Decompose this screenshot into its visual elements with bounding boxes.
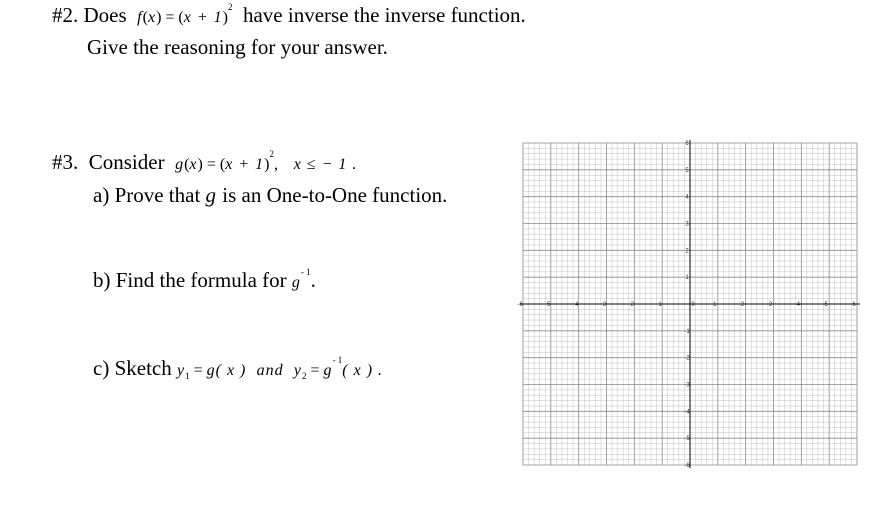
x-tick-label: 5 [824, 302, 828, 308]
part-a-g: g [205, 183, 218, 207]
part-c-y1: y [176, 362, 186, 379]
y-tick-label: -2 [684, 355, 690, 362]
x-tick-label: -4 [572, 302, 579, 308]
part-c-sub1: 1 [185, 371, 190, 381]
problem-2-line-1 [52, 2, 526, 27]
x-tick-label: 2 [740, 302, 745, 308]
formula-exponent: 2 [227, 2, 233, 12]
x-tick-label: 4 [796, 302, 801, 308]
formula-mid: ) = ( [156, 9, 184, 26]
part-c-y2: y [293, 362, 302, 379]
x-tick-label: -2 [628, 302, 635, 308]
problem-3-line-1 [52, 149, 358, 174]
g-close: ) [264, 156, 270, 173]
part-c-arg2: ( x ) . [342, 362, 384, 379]
x-tick-label: -3 [600, 302, 607, 308]
part-b-g: g [291, 274, 301, 291]
x-tick-label: 0 [691, 302, 695, 308]
y-tick-label: 4 [685, 194, 689, 201]
part-c-g2: g [323, 362, 333, 379]
g-exponent: 2 [269, 149, 274, 159]
problem-3-part-b [93, 267, 316, 292]
y-tick-label: -3 [684, 382, 690, 389]
x-tick-label: -1 [656, 302, 662, 308]
part-c-sub2: 2 [302, 371, 307, 381]
g-symbol: g [175, 156, 185, 173]
y-tick-label: 5 [685, 167, 689, 174]
g-x-plus-1: x + 1 [225, 156, 265, 173]
y-tick-label: 3 [685, 221, 689, 228]
g-x: x [189, 156, 198, 173]
y-tick-label: 2 [685, 248, 689, 255]
g-mid: ) = ( [197, 156, 226, 173]
g-condition: x ≤ − 1 . [293, 156, 358, 173]
part-c-and: and [251, 362, 289, 379]
x-tick-label: 3 [768, 302, 773, 308]
part-c-arg1: ( x ) [215, 362, 247, 379]
y-tick-label: -1 [684, 328, 690, 335]
part-c-eq2: = [306, 362, 324, 379]
y-tick-label: -5 [684, 436, 690, 443]
formula-x: x [147, 9, 157, 26]
problem-2-number: #2. [52, 3, 79, 27]
problem-3-number: #3. [52, 150, 79, 174]
formula-close: ) [222, 9, 228, 26]
problem-2-after-text: have inverse the inverse function. [242, 3, 526, 27]
problem-2-line-2: Give the reasoning for your answer. [87, 35, 388, 59]
coordinate-grid [517, 140, 860, 470]
y-tick-label: 1 [685, 275, 689, 282]
part-a-rest: is an One-to-One function. [217, 183, 448, 207]
part-c-eq1: = [189, 362, 207, 379]
y-tick-label: -6 [684, 463, 690, 469]
g-comma: , [273, 156, 278, 173]
part-c-exponent: - 1 [332, 355, 343, 365]
part-c-g1: g [206, 362, 216, 379]
x-tick-label: -5 [545, 302, 551, 308]
g-open: ( [184, 156, 190, 173]
x-tick-label: 6 [852, 302, 856, 308]
problem-2-does: Does [83, 3, 127, 27]
part-b-exponent: - 1 [300, 267, 311, 277]
part-c-text: c) Sketch [93, 356, 177, 380]
problem-3-part-c [93, 355, 384, 381]
x-tick-label: 1 [713, 302, 717, 308]
formula-open: ( [142, 9, 148, 26]
formula-f: f [137, 9, 143, 26]
part-b-period: . [310, 268, 316, 292]
part-a-text: a) Prove that [93, 183, 206, 207]
formula-x-plus-1: x + 1 [183, 9, 223, 26]
problem-3-consider: Consider [88, 150, 165, 174]
y-tick-label: -4 [684, 409, 690, 416]
problem-3-part-a [93, 185, 447, 206]
part-b-text: b) Find the formula for [93, 268, 292, 292]
x-tick-label: -6 [517, 302, 523, 308]
y-tick-label: 6 [685, 141, 689, 147]
